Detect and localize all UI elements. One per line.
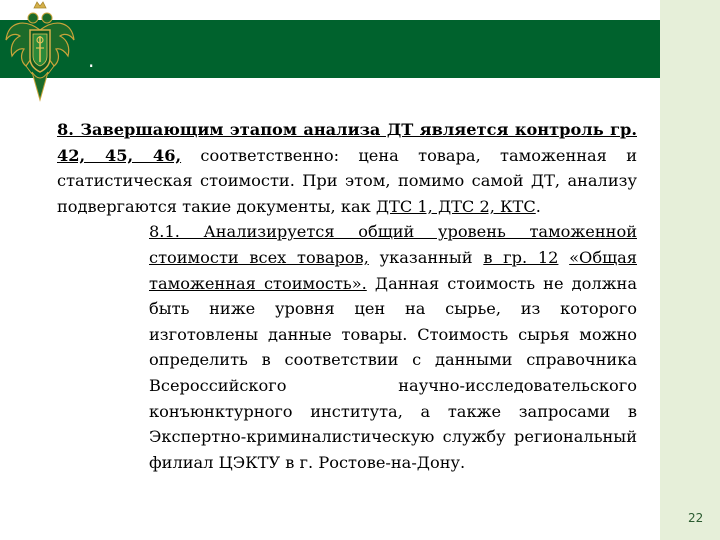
paragraph-2-text-2: Данная стоимость не должна быть ниже уровня цен на сырье, из которого изготовлены данные товары. Стоимость сырья можно определить в соответствии с данными справочника Всероссийского научно-исследовательского конъюнктурного института, а также запросами в Экспертно-криминалистическую службу региональный филиал ЦЭКТУ в г. Ростове-на-Дону. <box>149 273 638 472</box>
customs-eagle-emblem-icon <box>2 0 78 104</box>
paragraph-2-text-1: указанный <box>368 247 484 267</box>
paragraph-1-heading: 8. Завершающим этапом анализа ДТ является контроль гр. 42, 45, 46, <box>57 120 637 165</box>
paragraph-2-field-ref: в гр. 12 <box>483 247 559 267</box>
paragraph-1-end: . <box>535 196 541 216</box>
page-number: 22 <box>688 511 704 525</box>
slide-body-text <box>57 117 637 475</box>
header-title: . <box>88 48 95 72</box>
paragraph-1-text: соответственно: цена товара, таможенная и статистическая стоимости. При этом, помимо самой ДТ, анализу подвергаются такие документы, как <box>57 145 637 216</box>
paragraph-2-heading: 8.1. Анализируется общий уровень таможенной стоимости всех товаров, <box>149 222 637 267</box>
paragraph-2 <box>57 219 637 475</box>
paragraph-2-field-name: «Общая таможенная стоимость». <box>149 247 637 293</box>
paragraph-1 <box>57 117 637 219</box>
header-bar <box>0 20 660 78</box>
side-panel <box>660 0 720 540</box>
documents-link: ДТС 1, ДТС 2, КТС <box>375 196 536 216</box>
paragraph-2-space <box>558 248 569 267</box>
